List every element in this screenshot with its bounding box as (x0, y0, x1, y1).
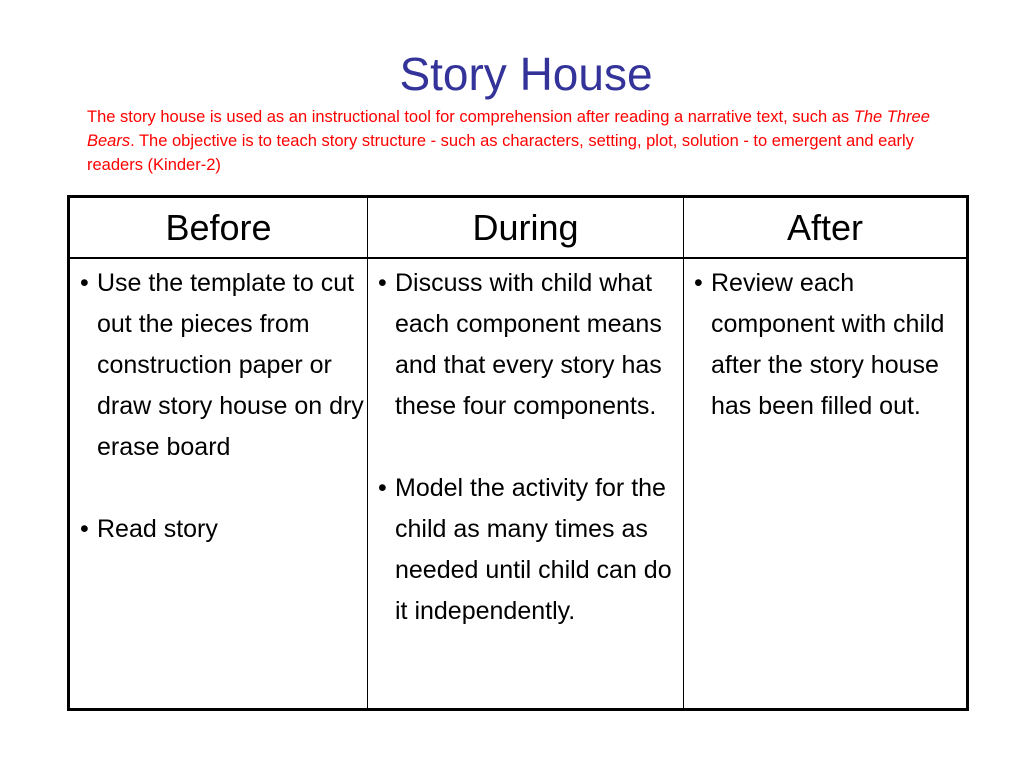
after-list (684, 263, 966, 427)
bullet-icon: • (80, 269, 89, 297)
list-item-text: Discuss with child what each component means and that every story has these four components. (395, 269, 662, 420)
list-item-text: Use the template to cut out the pieces from construction paper or draw story house on dry erase board (97, 269, 364, 461)
list-item-text: Review each component with child after the story house has been filled out. (711, 269, 945, 420)
list-item (378, 468, 683, 632)
during-list (368, 263, 683, 632)
bullet-icon: • (378, 269, 387, 297)
bullet-icon: • (80, 515, 89, 543)
page-title: Story House (399, 48, 653, 100)
intro-text-part1: The story house is used as an instructional tool for comprehension after reading a narrative text, such as (87, 108, 854, 126)
list-item (694, 263, 966, 427)
list-item-text: Read story (97, 515, 218, 543)
header-before: Before (69, 197, 368, 259)
header-during: During (368, 197, 684, 259)
intro-book-title: The Three Bears (87, 108, 930, 150)
before-list (70, 263, 367, 550)
list-item-text: Model the activity for the child as many times as needed until child can do it independently. (395, 474, 672, 625)
header-after: After (684, 197, 968, 259)
intro-text-part2: . The objective is to teach story structure - such as characters, setting, plot, solution - to emergent and early readers (Kinder-2) (87, 132, 914, 174)
before-during-after-table (67, 195, 969, 711)
list-item (80, 263, 367, 468)
table-body-row (69, 258, 968, 710)
bullet-icon: • (378, 474, 387, 502)
bullet-icon: • (694, 269, 703, 297)
after-cell (684, 258, 968, 710)
list-item (80, 509, 367, 550)
intro-paragraph (87, 105, 967, 177)
before-cell (69, 258, 368, 710)
during-cell (368, 258, 684, 710)
table-header-row (69, 197, 968, 259)
list-item (378, 263, 683, 427)
